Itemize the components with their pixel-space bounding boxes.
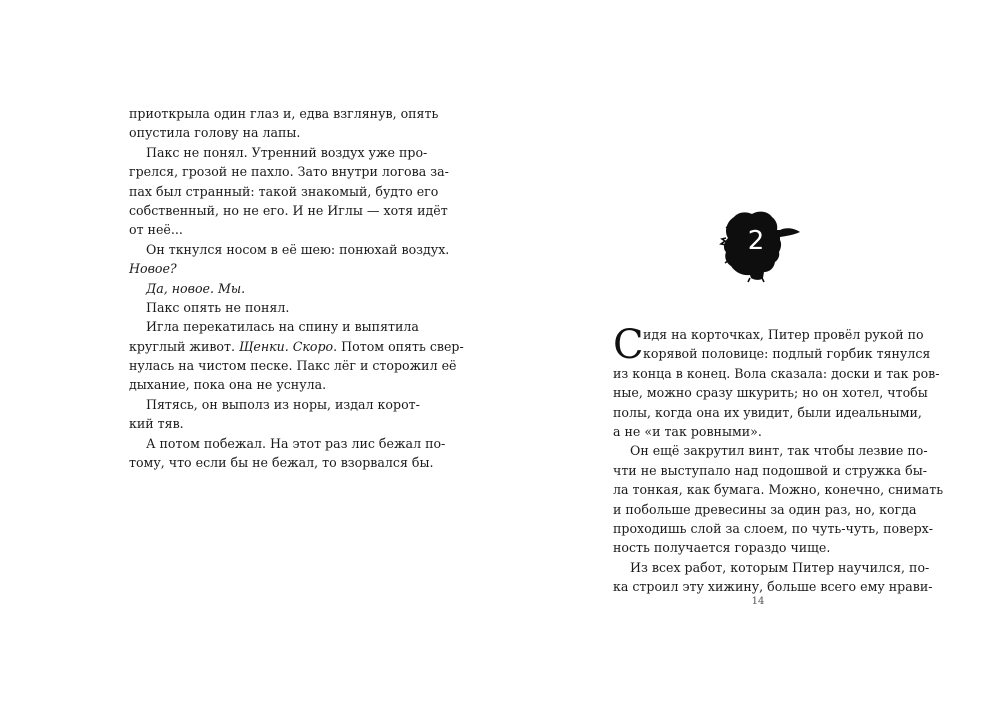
text-line: идя на корточках, Питер провёл рукой по: [643, 327, 924, 342]
text-line: Пятясь, он выполз из норы, издал корот-: [146, 396, 420, 412]
text-line: чти не выступало над подошвой и стружка бы-: [613, 462, 928, 478]
drop-cap: С: [613, 322, 644, 368]
page-number: 14: [751, 596, 765, 607]
text-line: кий тяв.: [129, 416, 184, 432]
text-line: и побольше древесины за один раз, но, когда: [613, 501, 917, 517]
text-line: ла тонкая, как бумага. Можно, конечно, снимать: [613, 482, 944, 498]
right-page-text: [613, 322, 944, 596]
text-line: грелся, грозой не пахло. Зато внутри логова за-: [129, 164, 449, 180]
chapter-mark: [714, 208, 806, 284]
text-line: ные, можно сразу шкурить; но он хотел, чтобы: [613, 385, 928, 401]
right-page: [500, 0, 1000, 705]
text-line: полы, когда она их увидит, были идеальными,: [613, 404, 922, 420]
text-line: приоткрыла один глаз и, едва взглянув, опять: [129, 106, 439, 121]
text-line: опустила голову на лапы.: [129, 125, 301, 141]
text-line: А потом побежал. На этот раз лис бежал по-: [146, 435, 446, 451]
text-line: корявой половице: подлый горбик тянулся: [643, 346, 931, 362]
text-line-italic: Да, новое. Мы.: [146, 280, 246, 296]
text-line: нулась на чистом песке. Пакс лёг и сторожил её: [129, 358, 457, 374]
chapter-number: 2: [747, 226, 765, 256]
text-fragment: круглый живот.: [129, 338, 235, 354]
text-line: Из всех работ, которым Питер научился, по-: [630, 559, 930, 575]
left-page-text: [129, 104, 464, 472]
text-line: ка строил эту хижину, больше всего ему нрави-: [613, 579, 933, 595]
text-line: от неё...: [129, 222, 183, 238]
text-line: Он ещё закрутил винт, так чтобы лезвие по-: [630, 443, 928, 459]
text-line: а не «и так ровными».: [613, 423, 762, 439]
text-line: собственный, но не его. И не Иглы — хотя идёт: [129, 202, 448, 218]
text-line: ность получается гораздо чище.: [613, 540, 831, 556]
text-fragment-italic: Щенки. Скоро.: [239, 338, 338, 354]
text-line: проходишь слой за слоем, по чуть-чуть, поверх-: [613, 520, 934, 536]
text-line: Игла перекатилась на спину и выпятила: [146, 319, 419, 335]
text-line-italic: Новое?: [129, 261, 177, 277]
text-line: тому, что если бы не бежал, то взорвался бы.: [129, 455, 434, 471]
text-line: из конца в конец. Вола сказала: доски и так ров-: [613, 365, 940, 381]
text-line: Пакс опять не понял.: [146, 299, 290, 315]
text-line: Он ткнулся носом в её шею: понюхай воздух.: [146, 241, 450, 257]
text-fragment: Потом опять свер-: [341, 338, 464, 354]
text-line: Пакс не понял. Утренний воздух уже про-: [146, 144, 428, 160]
text-line: дыхание, пока она не уснула.: [129, 377, 327, 393]
text-line: пах был странный: такой знакомый, будто его: [129, 183, 439, 199]
text-line-mixed: [129, 337, 464, 356]
